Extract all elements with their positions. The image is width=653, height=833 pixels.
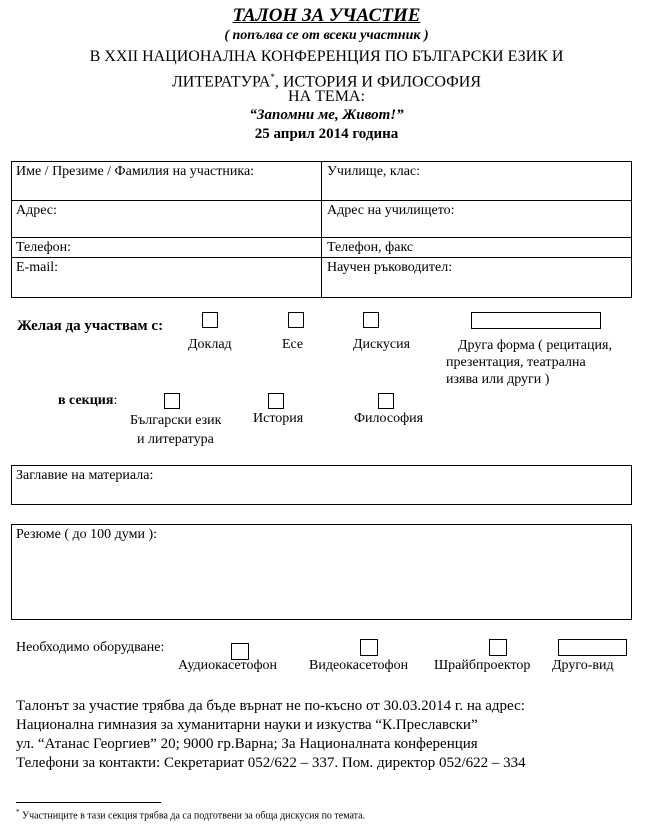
conference-line-1: В XXII НАЦИОНАЛНА КОНФЕРЕНЦИЯ ПО БЪЛГАРСКИ ЕЗИК И	[89, 48, 564, 65]
projector-checkbox[interactable]	[489, 639, 507, 656]
form-subtitle: ( попълва се от всеки участник )	[224, 28, 429, 43]
other-form-line-3: изява или други )	[446, 372, 550, 387]
return-line-2: Национална гимназия за хуманитарни науки и изкуства “К.Преславски”	[16, 717, 478, 733]
material-title-box[interactable]	[11, 465, 632, 505]
bulgarian-section-line-2: и литература	[137, 432, 214, 447]
section-colon: :	[113, 393, 118, 408]
report-label: Доклад	[188, 337, 232, 352]
bulgarian-section-label	[130, 411, 221, 449]
address-field[interactable]: Адрес:	[16, 203, 57, 218]
summary-box[interactable]	[11, 524, 632, 620]
other-form-label	[446, 337, 646, 388]
footnote-mark: *	[16, 808, 20, 816]
participation-label	[17, 318, 163, 335]
summary-label: Резюме ( до 100 думи ):	[16, 527, 157, 542]
audio-label: Аудиокасетофон	[178, 658, 278, 673]
phone-fax-field[interactable]: Телефон, факс	[327, 240, 414, 255]
footnote	[16, 808, 365, 821]
footnote-text: Участниците в тази секция трябва да са подготвени за обща дискусия по темата.	[19, 810, 366, 822]
conference-theme: “Запомни ме, Живот!”	[249, 107, 404, 123]
projector-label: Шрайбпроектор	[434, 658, 531, 673]
video-checkbox[interactable]	[360, 639, 378, 656]
material-title-label: Заглавие на материала:	[16, 468, 154, 483]
advisor-field[interactable]: Научен ръководител:	[327, 260, 453, 275]
return-line-4: Телефони за контакти: Секретариат 052/622 – 337. Пом. директор 052/622 – 334	[16, 755, 526, 771]
phone-field[interactable]: Телефон:	[16, 240, 72, 255]
history-section-label: История	[253, 411, 304, 426]
history-section-checkbox[interactable]	[268, 393, 284, 409]
conference-line-2-rest: , ИСТОРИЯ И ФИЛОСОФИЯ	[274, 73, 482, 91]
table-row-line	[12, 200, 631, 201]
return-line-3: ул. “Атанас Георгиев” 20; 9000 гр.Варна; За Националната конференция	[16, 736, 478, 752]
conference-date: 25 април 2014 година	[254, 126, 399, 142]
participant-info-table	[11, 161, 632, 298]
return-line-1: Талонът за участие трябва да бъде върнат не по-късно от 30.03.2014 г. на адрес:	[16, 698, 525, 714]
bulgarian-section-checkbox[interactable]	[164, 393, 180, 409]
other-equipment-label: Друго-вид	[552, 658, 614, 673]
form-title: ТАЛОН ЗА УЧАСТИЕ	[232, 5, 421, 26]
table-row-line	[12, 237, 631, 238]
participation-label-text: Желая да участвам с	[17, 318, 159, 334]
other-form-input[interactable]	[471, 312, 601, 329]
footnote-divider	[16, 802, 161, 803]
bulgarian-section-line-1: Български език	[130, 413, 222, 428]
report-checkbox[interactable]	[202, 312, 218, 328]
section-label-text: в секция	[58, 393, 114, 408]
school-field[interactable]: Училище, клас:	[327, 164, 421, 179]
essay-checkbox[interactable]	[288, 312, 304, 328]
equipment-label: Необходимо оборудване:	[16, 640, 165, 655]
conference-line-2-text: ЛИТЕРАТУРА	[171, 73, 271, 91]
section-label	[58, 393, 117, 409]
theme-label: НА ТЕМА:	[288, 88, 365, 105]
participation-colon: :	[158, 318, 164, 334]
table-divider	[321, 162, 322, 297]
footnote-marker: *	[270, 72, 275, 82]
discussion-checkbox[interactable]	[363, 312, 379, 328]
email-field[interactable]: E-mail:	[16, 260, 58, 275]
other-form-line-1: Друга форма ( рецитация,	[458, 338, 612, 353]
other-equipment-input[interactable]	[558, 639, 627, 656]
essay-label: Есе	[282, 337, 304, 352]
discussion-label: Дискусия	[353, 337, 411, 352]
other-form-line-2: презентация, театрална	[446, 355, 586, 370]
name-field[interactable]: Име / Презиме / Фамилия на участника:	[16, 164, 255, 179]
table-row-line	[12, 257, 631, 258]
video-label: Видеокасетофон	[309, 658, 409, 673]
philosophy-section-checkbox[interactable]	[378, 393, 394, 409]
philosophy-section-label: Философия	[354, 411, 424, 426]
school-address-field[interactable]: Адрес на училището:	[327, 203, 455, 218]
return-instructions	[16, 697, 526, 773]
